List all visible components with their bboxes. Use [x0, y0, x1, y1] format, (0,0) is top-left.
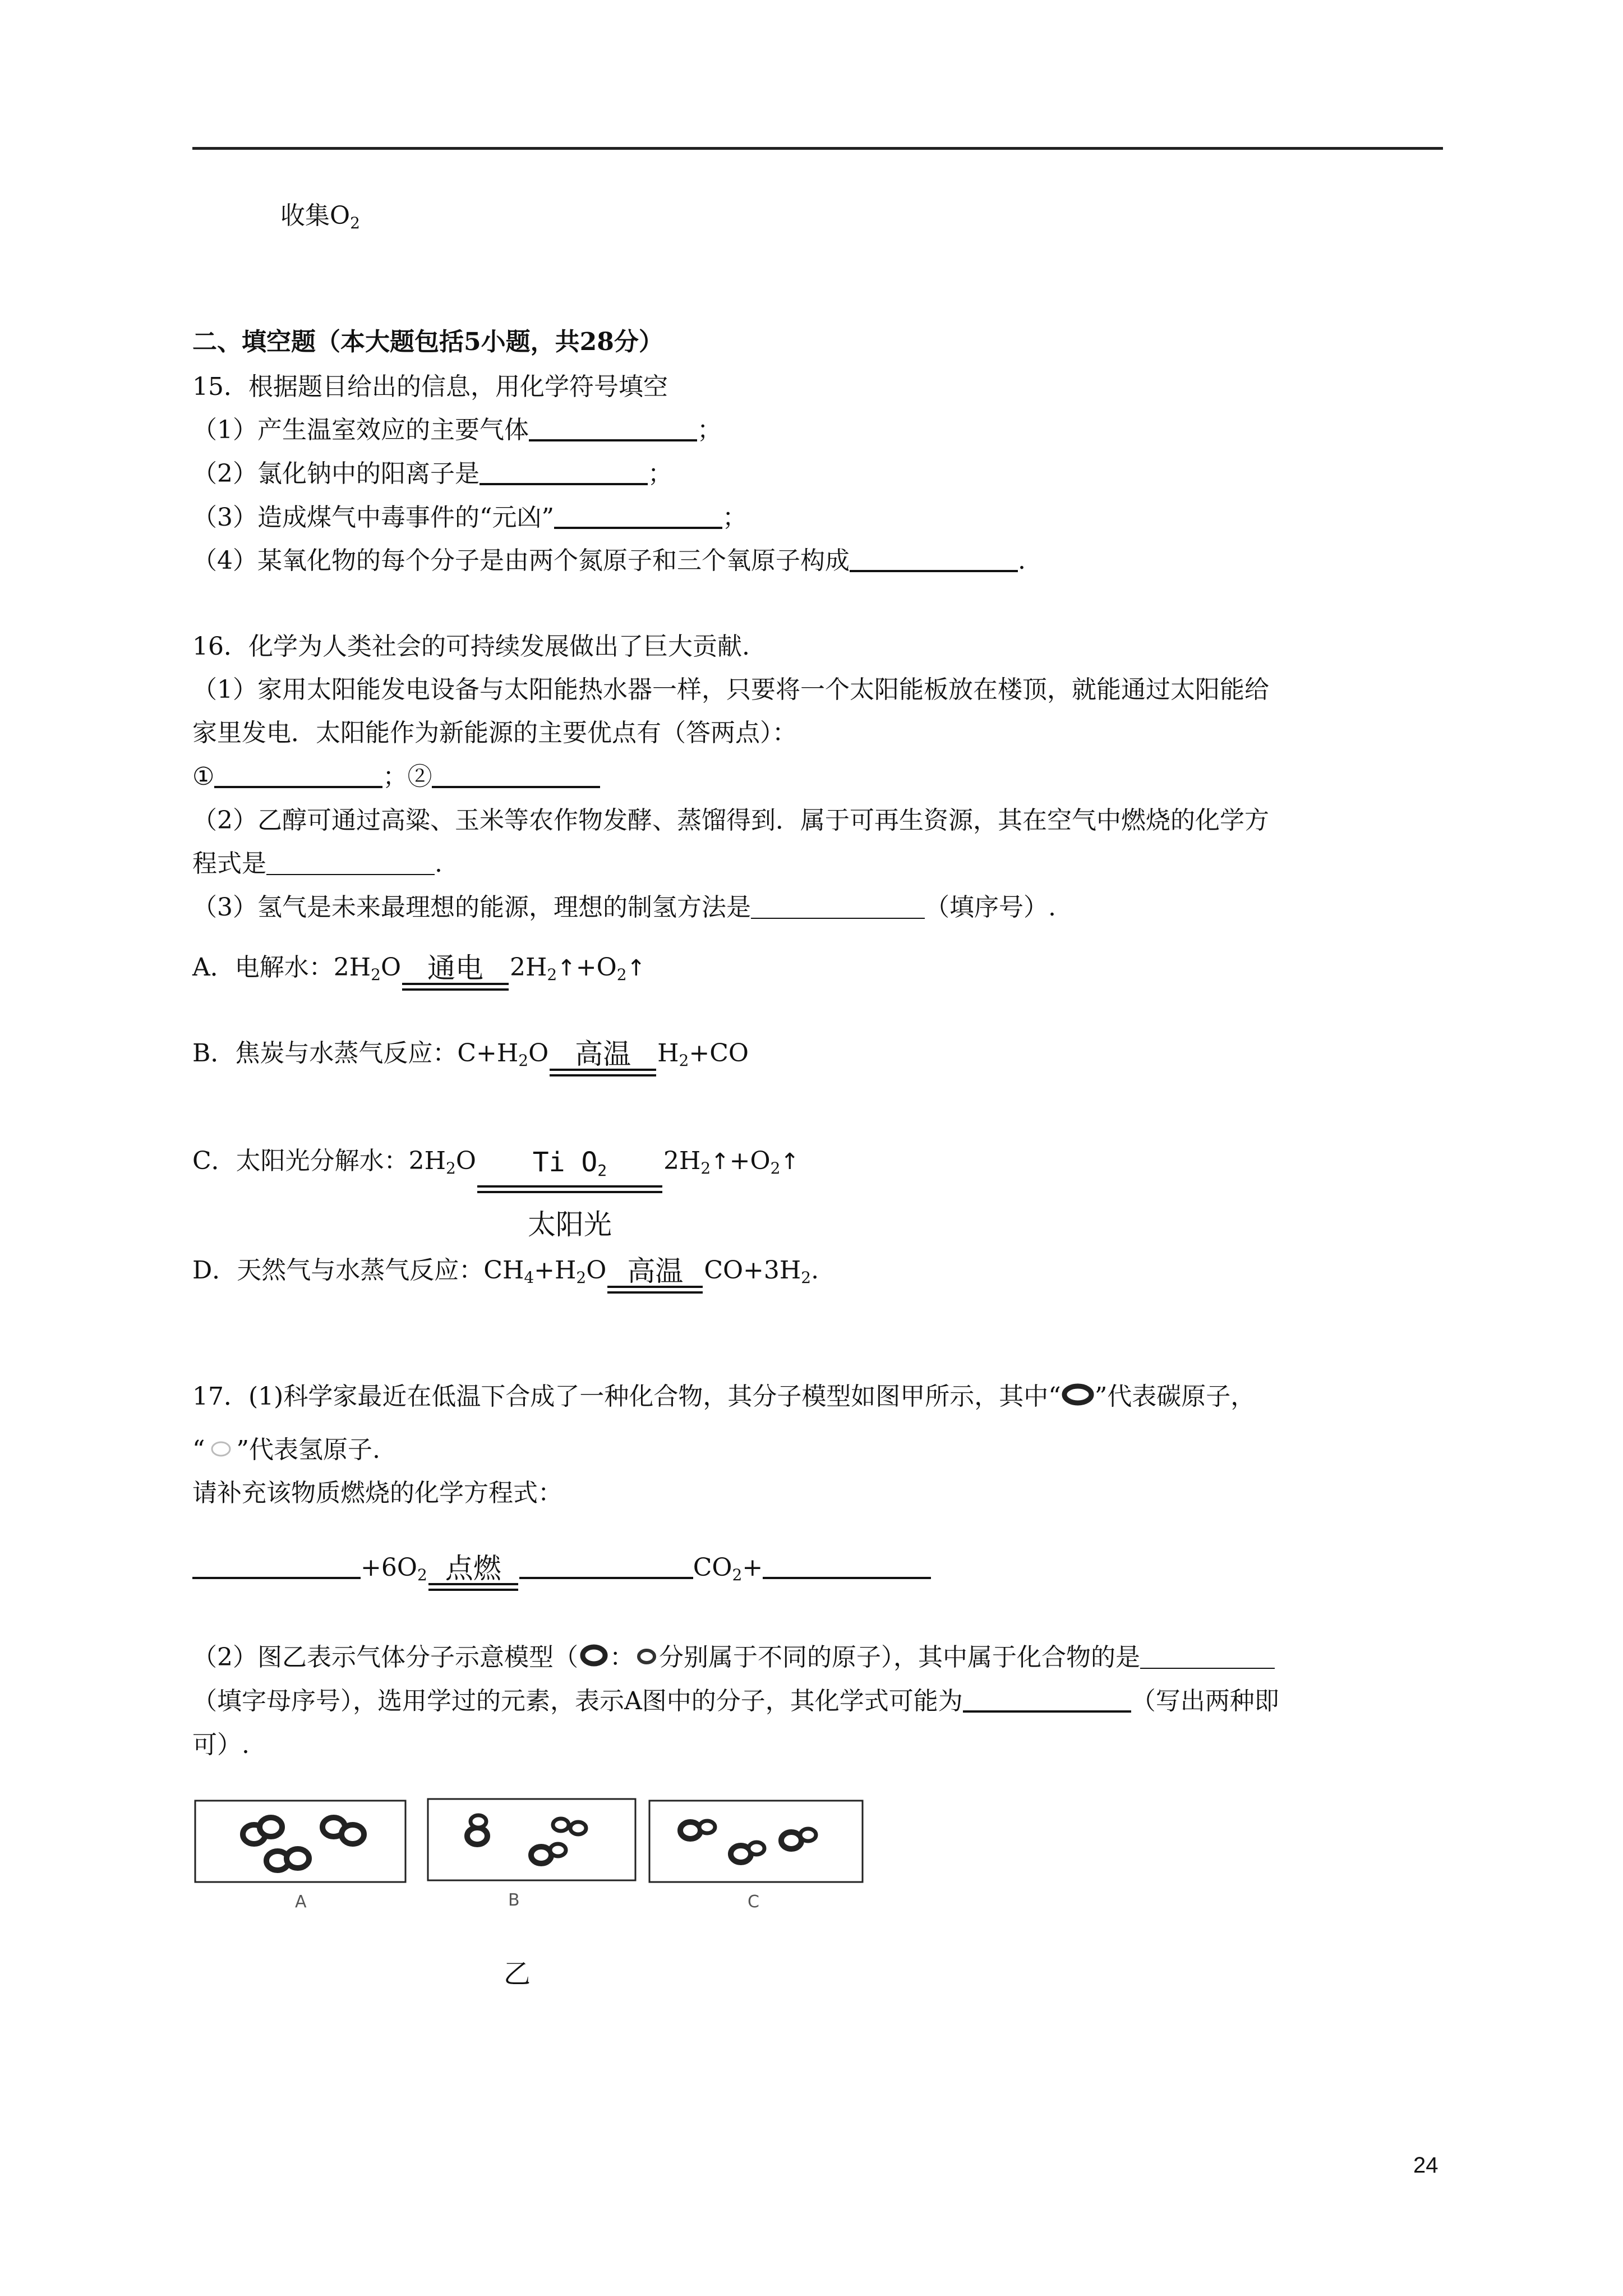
q16-p1-line1: （1）家用太阳能发电设备与太阳能热水器一样，只要将一个太阳能板放在楼顶，就能通过太阳能给 — [192, 675, 1269, 704]
q17-p1-line1: 17．(1)科学家最近在低温下合成了一种化合物，其分子模型如图甲所示，其中“ ”代表碳原子， — [192, 1382, 1256, 1411]
q16-p3-line: （3）氢气是未来最理想的能源，理想的制氢方法是 （填序号）. — [192, 893, 1056, 922]
panel-c-molecules — [680, 1821, 816, 1862]
answer-blank[interactable] — [266, 848, 435, 875]
q16-option-d: D．天然气与水蒸气反应：$CH_4+H_2O$ 高温 $CO+3H_2$. — [192, 1254, 819, 1295]
q16-p2-line1: （2）乙醇可通过高粱、玉米等农作物发酵、蒸馏得到．属于可再生资源，其在空气中燃烧的化学方 — [192, 806, 1269, 835]
answer-blank[interactable] — [529, 413, 697, 441]
q15-item-4: （4）某氧化物的每个分子是由两个氮原子和三个氧原子构成 . — [192, 544, 1026, 578]
q16-stem: 16．化学为人类社会的可持续发展做出了巨大贡献. — [192, 632, 750, 661]
answer-blank[interactable] — [850, 544, 1018, 572]
panel-b-molecules — [467, 1815, 586, 1864]
q17-p1-line2: “ ”代表氢原子. — [192, 1435, 380, 1464]
molecule-model-figure — [192, 1792, 865, 1921]
answer-blank[interactable] — [192, 1551, 361, 1579]
panel-a-label: A — [295, 1892, 307, 1912]
q16-option-b: B．焦炭与水蒸气反应：$C+H_2O$ 高温 $H_2+CO$ — [192, 1037, 749, 1078]
q16-option-a: A．电解水：$2H_2O$ 通电 $2H_2↑+O_2↑$ — [192, 951, 645, 992]
answer-blank[interactable] — [519, 1551, 693, 1579]
q16-p1-answers: ① ；② — [192, 760, 600, 794]
q16-option-c: C．太阳光分解水：$2H_2O$ Ti $O_2$ 太阳光 $2H_2↑+O_2↑$ — [192, 1147, 799, 1241]
panel-b-frame — [428, 1799, 635, 1880]
figure-caption: 乙 — [504, 1958, 531, 1990]
continued-text: 收集$O_2$ — [280, 201, 360, 232]
panel-c-label: C — [748, 1892, 759, 1912]
molecule-panels — [192, 1792, 865, 1921]
answer-blank[interactable] — [751, 892, 925, 919]
small-atom-icon — [634, 1645, 659, 1668]
large-atom-icon — [578, 1643, 610, 1668]
answer-blank[interactable] — [963, 1685, 1131, 1713]
section-title: 二、填空题（本大题包括5小题，共28分） — [192, 328, 663, 356]
q16-p2-line2: 程式是 . — [192, 849, 442, 878]
header-rule — [192, 147, 1443, 150]
carbon-atom-icon — [1061, 1382, 1095, 1407]
page-number: 24 — [1413, 2153, 1438, 2178]
q15-stem: 15．根据题目给出的信息，用化学符号填空 — [192, 372, 668, 401]
answer-blank[interactable] — [554, 501, 722, 529]
answer-blank[interactable] — [214, 760, 382, 788]
answer-blank[interactable] — [432, 760, 600, 788]
panel-b-label: B — [508, 1890, 520, 1910]
q17-p1-line3: 请补充该物质燃烧的化学方程式： — [192, 1479, 562, 1507]
answer-blank[interactable] — [1140, 1642, 1275, 1669]
hydrogen-atom-icon — [205, 1438, 237, 1460]
panel-a-molecules — [243, 1818, 364, 1870]
q16-p1-line2: 家里发电．太阳能作为新能源的主要优点有（答两点）： — [192, 719, 797, 747]
q15-item-3: （3）造成煤气中毒事件的“元凶” ； — [192, 501, 747, 535]
answer-blank[interactable] — [479, 457, 648, 485]
q17-p2-line1: （2）图乙表示气体分子示意模型（ ： 分别属于不同的原子），其中属于化合物的是 — [192, 1641, 1275, 1674]
q17-p2-line3: 可）. — [192, 1731, 250, 1759]
answer-blank[interactable] — [763, 1551, 931, 1579]
q15-item-1: （1）产生温室效应的主要气体 ； — [192, 413, 722, 447]
q17-p2-line2: （填字母序号），选用学过的元素，表示A图中的分子，其化学式可能为 （写出两种即 — [192, 1685, 1279, 1718]
q17-combustion-equation: $+6O_2$ 点燃 $CO_2+$ — [192, 1551, 931, 1592]
q15-item-2: （2）氯化钠中的阳离子是 ； — [192, 457, 672, 491]
